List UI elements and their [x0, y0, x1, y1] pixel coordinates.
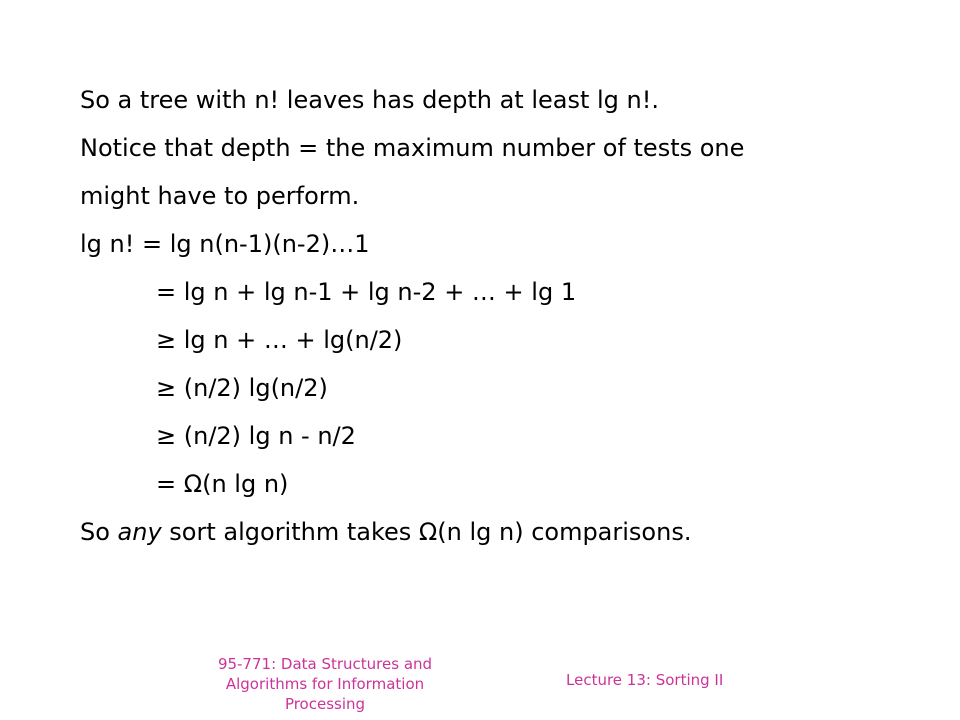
footer-lecture-title: Lecture 13: Sorting II [566, 671, 724, 689]
text-line-10-post: sort algorithm takes Ω(n lg n) comparisons. [161, 518, 692, 546]
text-line-10 [80, 508, 691, 556]
text-line-9: = Ω(n lg n) [156, 470, 289, 498]
text-line-3: might have to perform. [80, 182, 360, 210]
text-line-1: So a tree with n! leaves has depth at least lg n!. [80, 86, 659, 114]
text-line-5: = lg n + lg n-1 + lg n-2 + … + lg 1 [156, 278, 577, 306]
text-line-10-pre: So [80, 518, 118, 546]
text-line-2: Notice that depth = the maximum number of tests one [80, 134, 745, 162]
emphasis-any: any [117, 518, 162, 546]
text-line-6: ≥ lg n + … + lg(n/2) [156, 326, 403, 354]
text-line-4: lg n! = lg n(n-1)(n-2)…1 [80, 230, 370, 258]
footer-course-title: 95-771: Data Structures and Algorithms for Information Processing [217, 655, 433, 713]
text-line-8: ≥ (n/2) lg n - n/2 [156, 422, 356, 450]
text-line-7: ≥ (n/2) lg(n/2) [156, 374, 328, 402]
